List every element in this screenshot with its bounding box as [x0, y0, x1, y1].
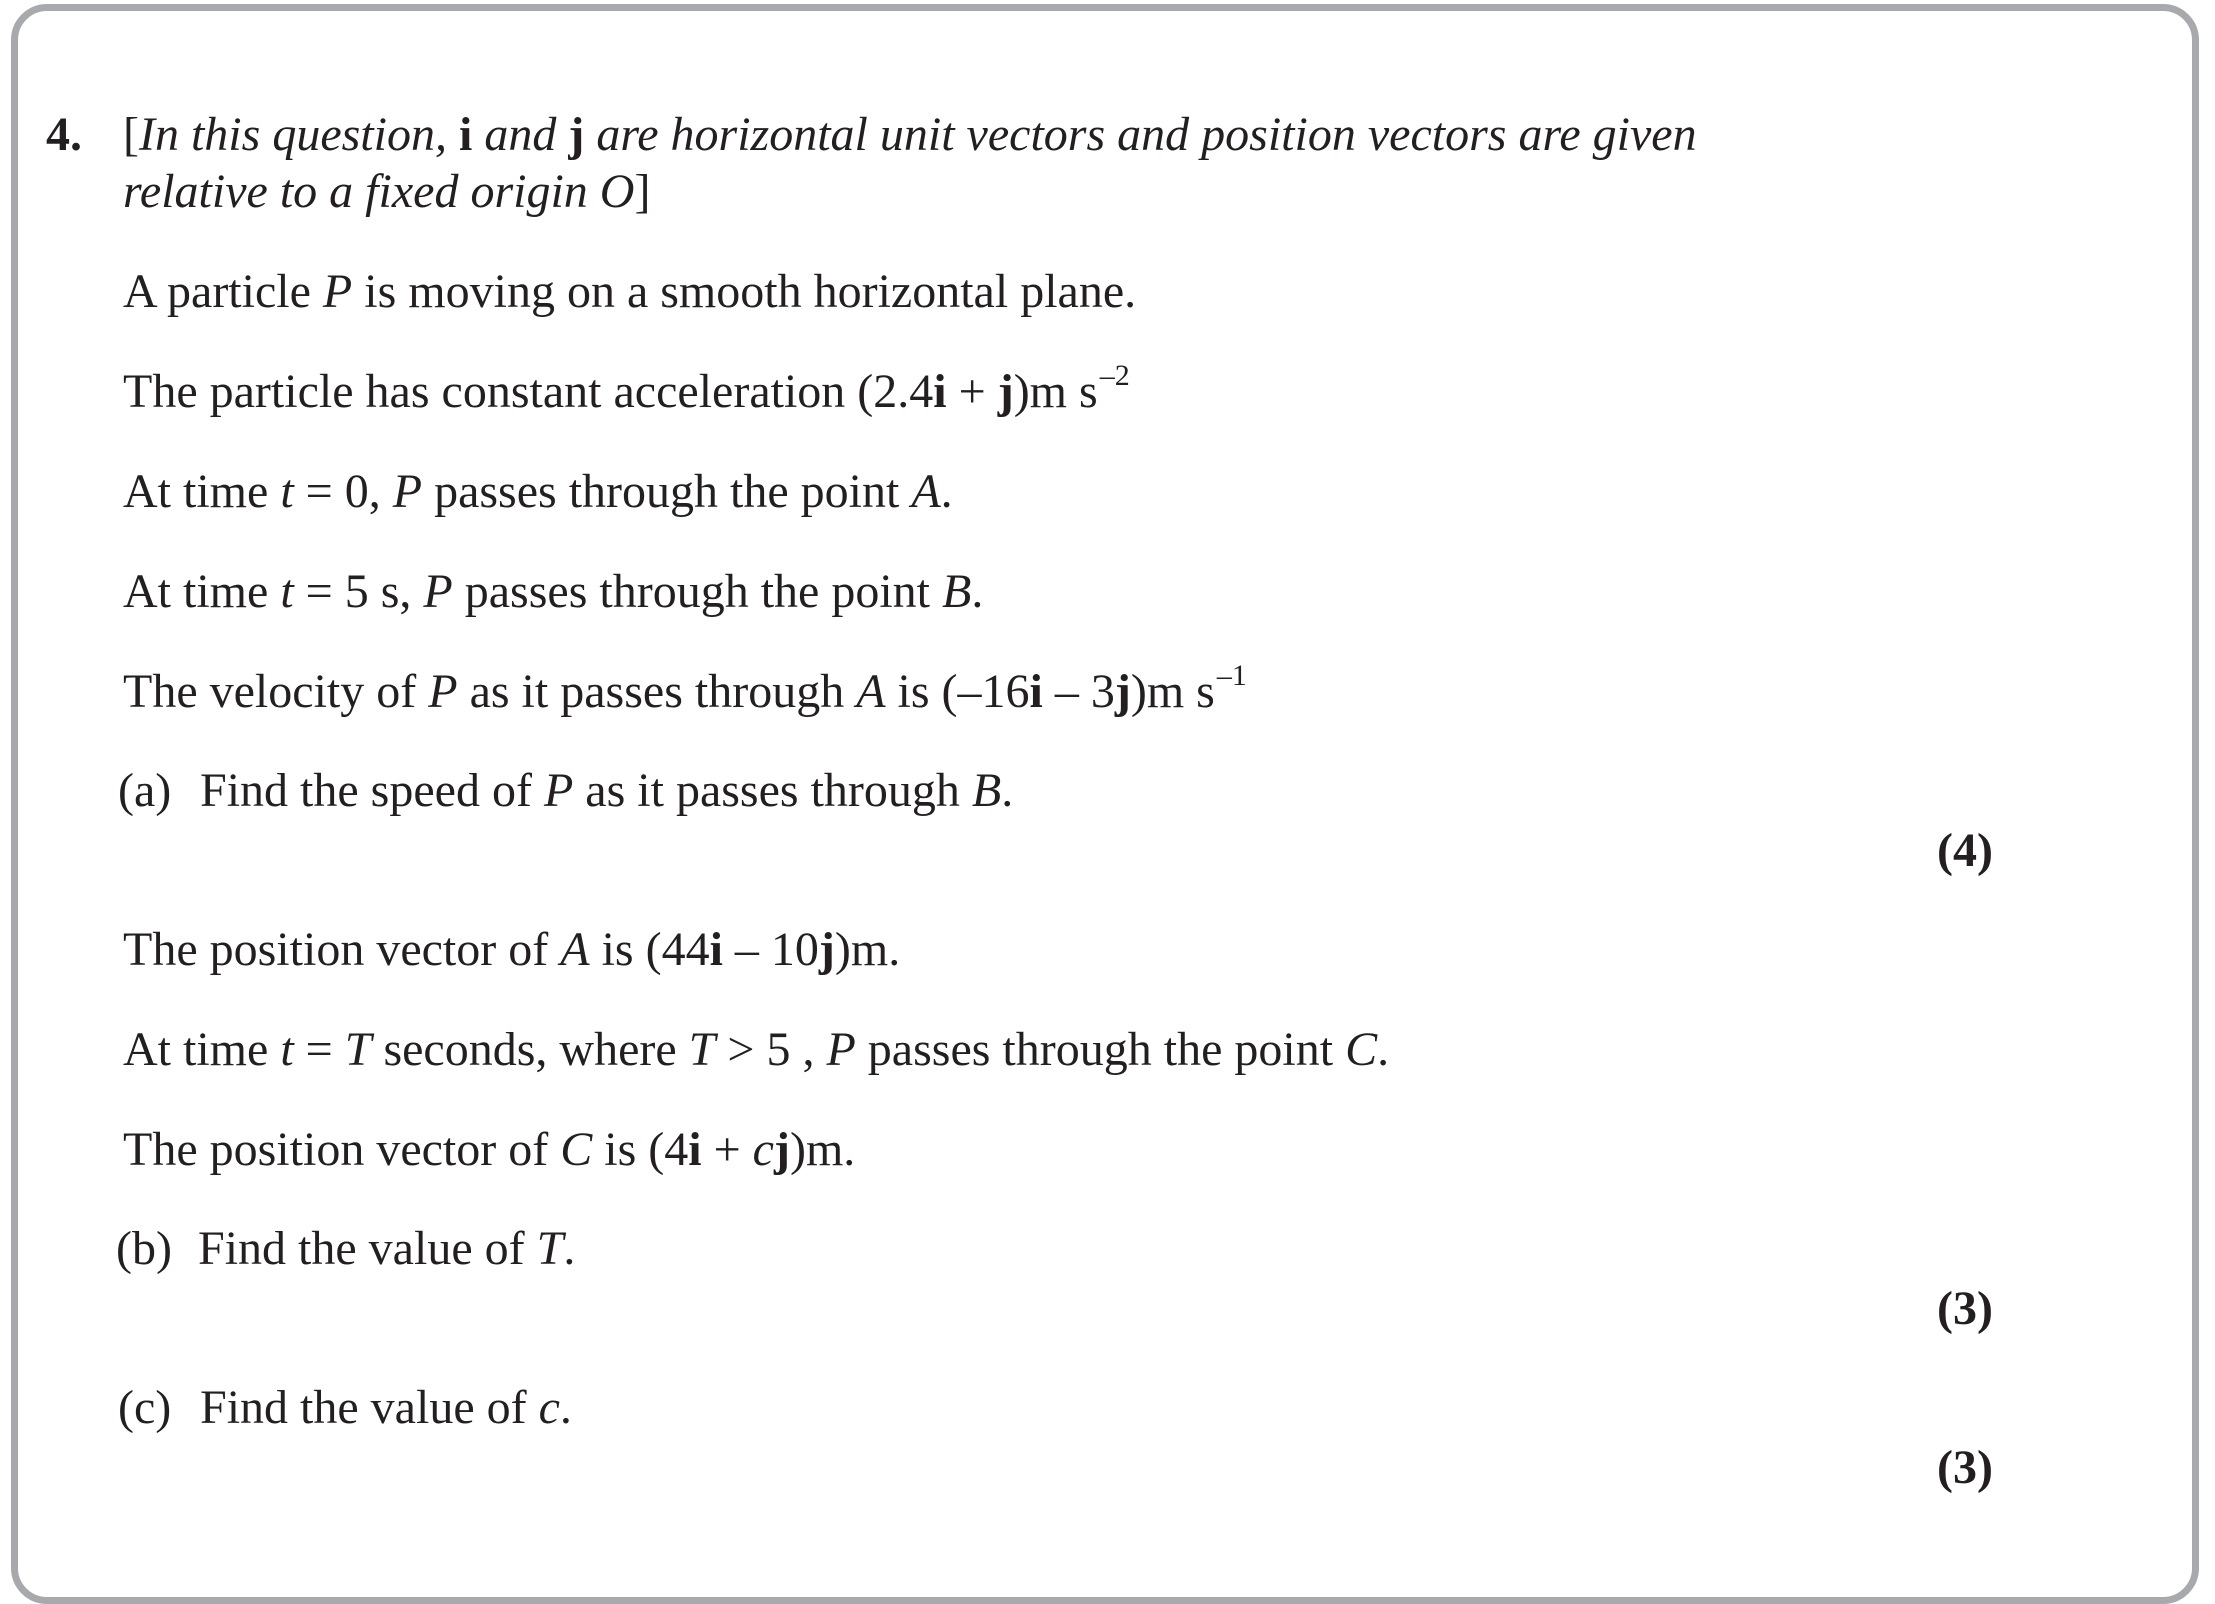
part-a-label: (a) [118, 764, 172, 817]
part-c-label: (c) [118, 1381, 172, 1434]
part-b-question: (b) Find the value of T. [116, 1222, 576, 1275]
statement-position-c: The position vector of C is (4i + cj)m. [123, 1123, 856, 1176]
question-number: 4. [46, 108, 82, 161]
statement-time-t: At time t = T seconds, where T > 5 , P passes through the point C. [123, 1023, 1390, 1076]
part-c-marks: (3) [1937, 1441, 1993, 1494]
part-a-marks: (4) [1937, 824, 1993, 877]
part-b-marks: (3) [1937, 1282, 1993, 1335]
part-b-label: (b) [116, 1222, 172, 1275]
statement-acceleration: The particle has constant acceleration (2.4i + j)m $s^{-2}$ [123, 359, 1130, 418]
context-line-1: [In this question, i and j are horizontal unit vectors and position vectors are given [123, 108, 1697, 161]
statement-time-zero: At time t = 0, P passes through the point A. [123, 465, 953, 518]
statement-time-five: At time t = 5 s, P passes through the point B. [123, 565, 984, 618]
statement-velocity: The velocity of P as it passes through A is (–16i – 3j)m $s^{-1}$ [123, 659, 1247, 718]
statement-particle: A particle P is moving on a smooth horizontal plane. [123, 265, 1137, 318]
part-c-question: (c) Find the value of c. [118, 1381, 572, 1434]
context-line-2: relative to a fixed origin O] [123, 165, 651, 218]
part-a-question: (a) Find the speed of P as it passes through B. [118, 764, 1014, 817]
statement-position-a: The position vector of A is (44i – 10j)m. [123, 923, 901, 976]
